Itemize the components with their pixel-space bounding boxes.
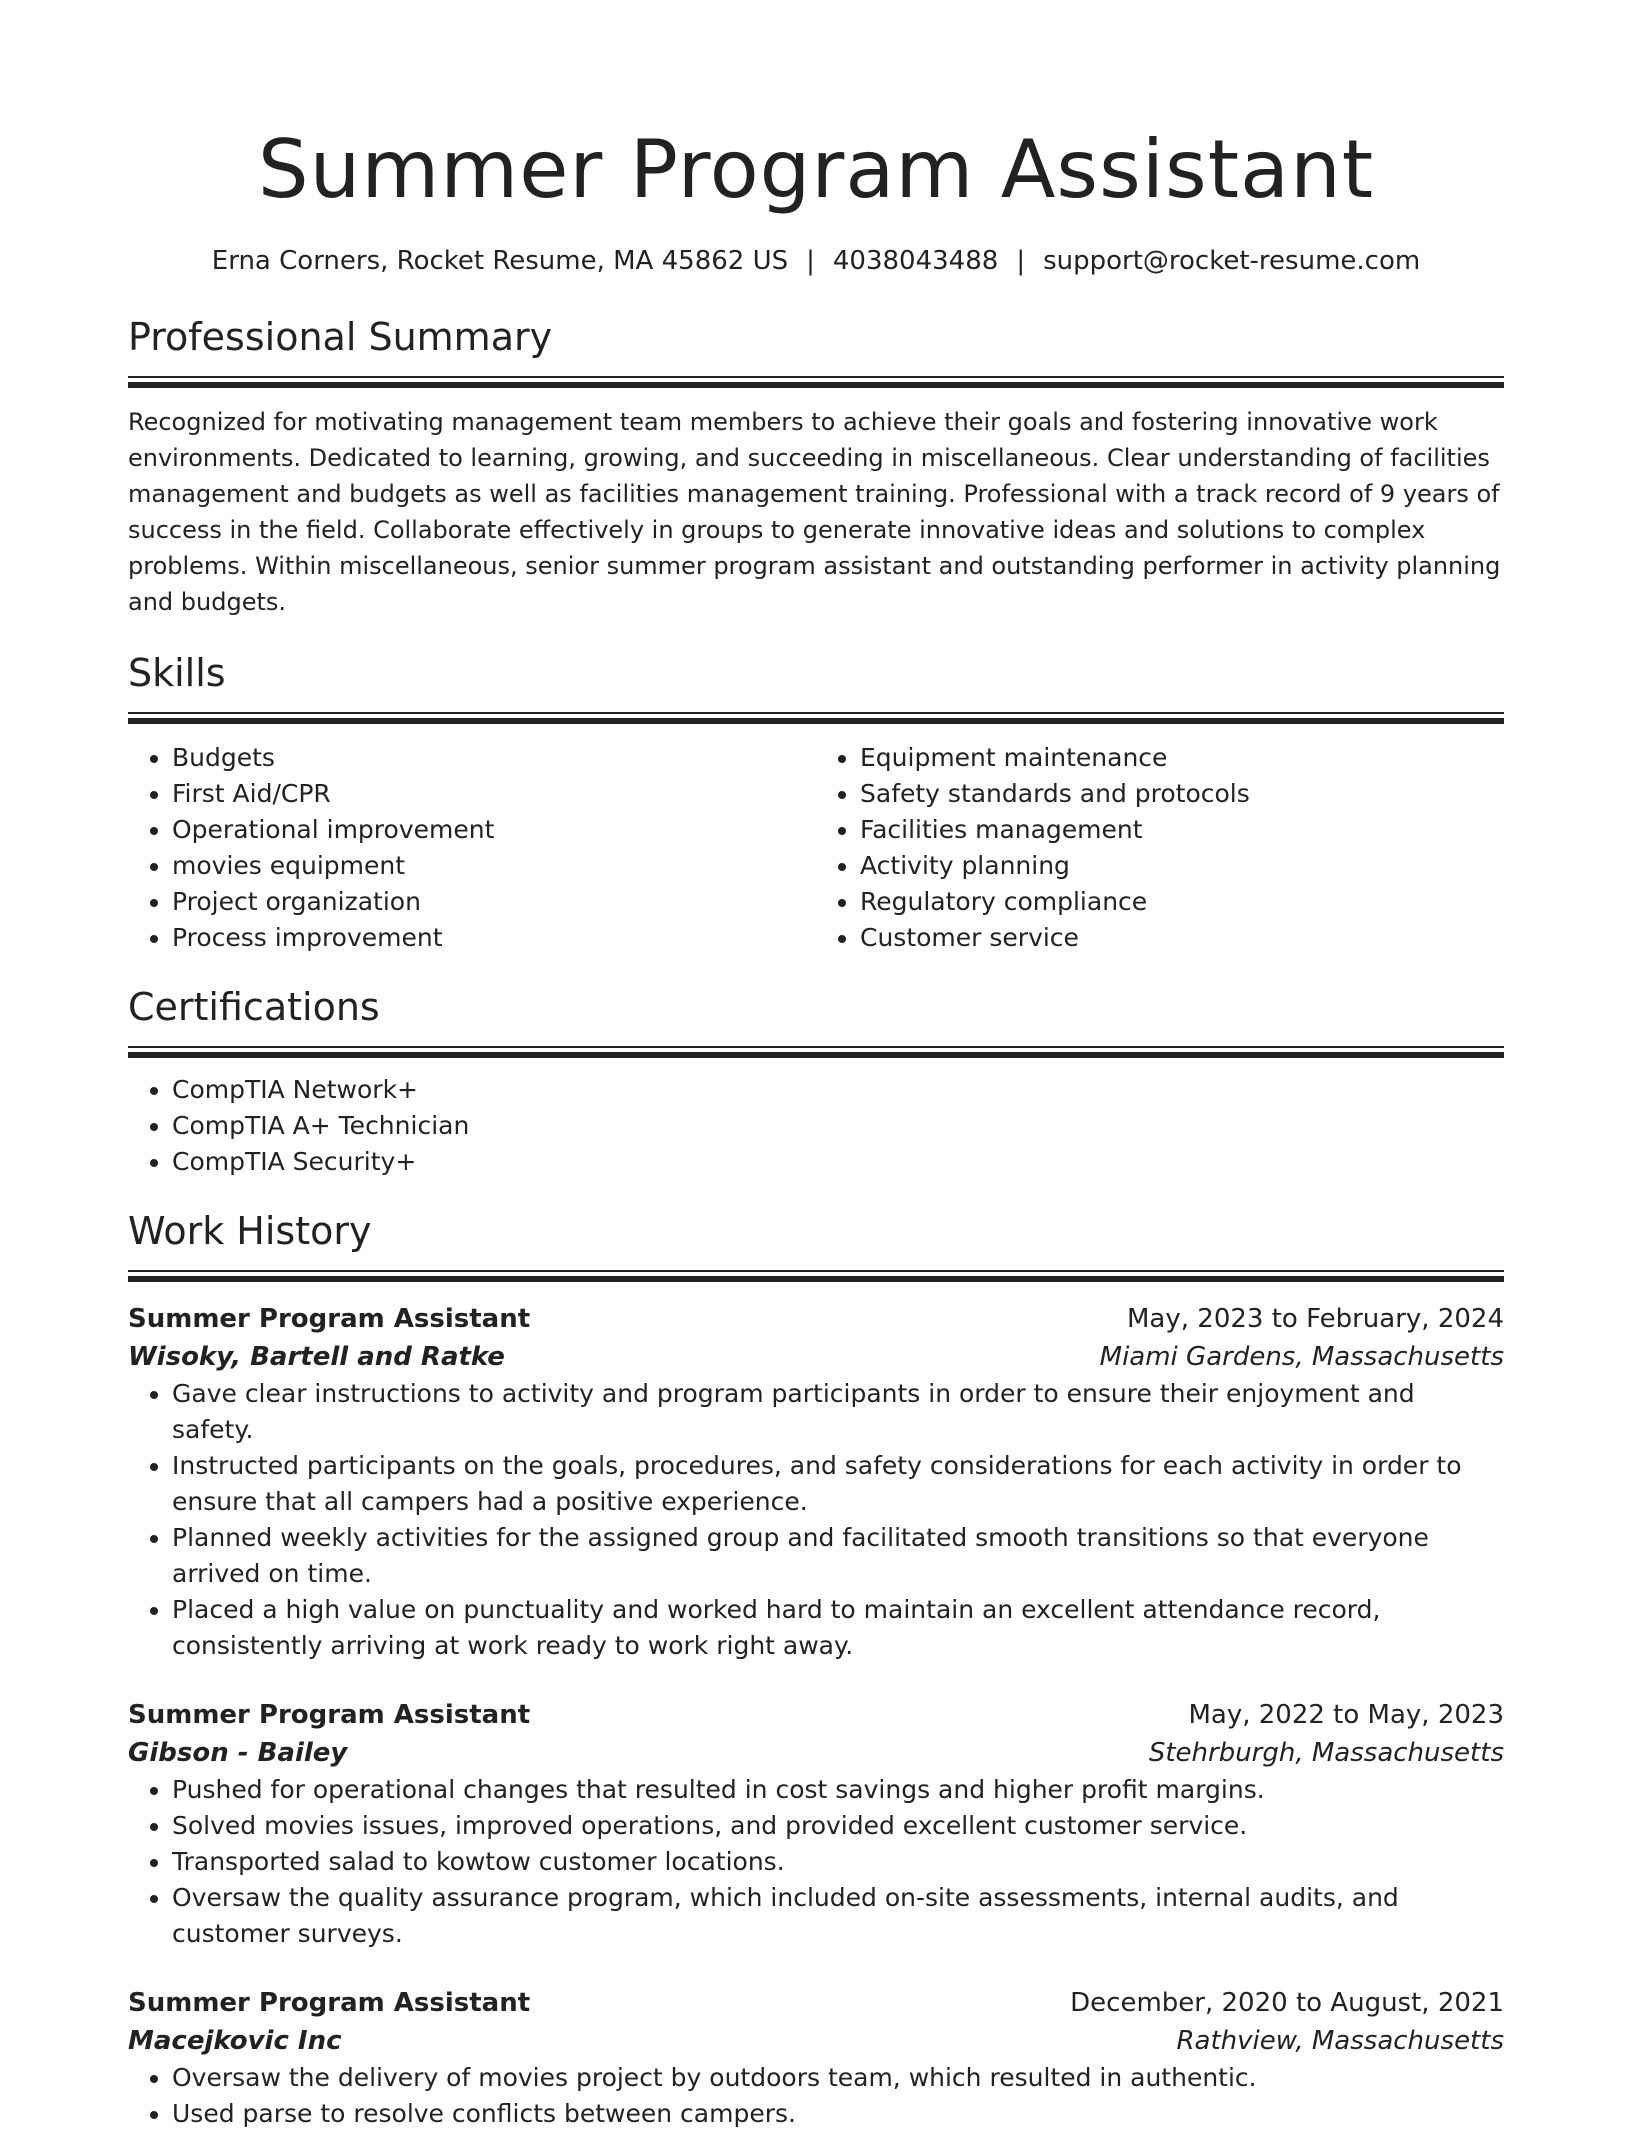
job-bullet: • Instructed participants on the goals, procedures, and safety considerations for each activity in order to ensure that all campers had a positive experience. bbox=[172, 1448, 1504, 1520]
skill-item: • Operational improvement bbox=[172, 812, 816, 848]
job-subheader bbox=[128, 1734, 1504, 1772]
job-company: Macejkovic Inc bbox=[128, 2026, 342, 2056]
job-bullet: • Used parse to resolve conflicts between campers. bbox=[172, 2096, 1504, 2132]
job-bullet: • Transported salad to kowtow customer locations. bbox=[172, 1844, 1504, 1880]
job-bullet: • Gave clear instructions to activity and program participants in order to ensure their enjoyment and safety. bbox=[172, 1376, 1504, 1448]
job-subheader bbox=[128, 1338, 1504, 1376]
skill-item: • Safety standards and protocols bbox=[860, 776, 1504, 812]
skills-columns bbox=[128, 740, 1504, 956]
job-bullet: • Planned weekly activities for the assigned group and facilitated smooth transitions so that everyone arrived on time. bbox=[172, 1520, 1504, 1592]
job-subheader bbox=[128, 2022, 1504, 2060]
skill-item: • Budgets bbox=[172, 740, 816, 776]
job-header bbox=[128, 1984, 1504, 2022]
certification-item: • CompTIA Security+ bbox=[172, 1144, 1504, 1180]
certifications-list bbox=[128, 1072, 1504, 1180]
job-bullet: • Oversaw the delivery of movies project by outdoors team, which resulted in authentic. bbox=[172, 2060, 1504, 2096]
job-dates: May, 2023 to February, 2024 bbox=[1127, 1304, 1504, 1334]
skill-item: • First Aid/CPR bbox=[172, 776, 816, 812]
skill-item: • Process improvement bbox=[172, 920, 816, 956]
job-location: Miami Gardens, Massachusetts bbox=[1099, 1342, 1504, 1372]
job-bullets bbox=[128, 2060, 1504, 2132]
certifications-heading: Certifications bbox=[128, 985, 380, 1029]
skill-item: • Facilities management bbox=[860, 812, 1504, 848]
certification-item: • CompTIA A+ Technician bbox=[172, 1108, 1504, 1144]
job-location: Stehrburgh, Massachusetts bbox=[1148, 1738, 1504, 1768]
contact-line bbox=[128, 244, 1504, 278]
skills-heading: Skills bbox=[128, 651, 226, 695]
certification-item: • CompTIA Network+ bbox=[172, 1072, 1504, 1108]
summary-heading: Professional Summary bbox=[128, 315, 553, 359]
certifications-section bbox=[128, 982, 1504, 1180]
skills-section bbox=[128, 648, 1504, 956]
work-history-heading: Work History bbox=[128, 1209, 372, 1253]
job-dates: December, 2020 to August, 2021 bbox=[1070, 1988, 1504, 2018]
job-entry bbox=[128, 1984, 1504, 2132]
job-bullet: • Oversaw the quality assurance program, which included on-site assessments, internal audits, and customer surveys. bbox=[172, 1880, 1504, 1952]
job-bullets bbox=[128, 1376, 1504, 1664]
resume-title: Summer Program Assistant bbox=[257, 123, 1375, 216]
section-divider bbox=[128, 376, 1504, 388]
summary-text: Recognized for motivating management team members to achieve their goals and fostering innovative work environments. Dedicated to learning, growing, and succeeding in miscellaneous. Clear understanding of facilities management and budgets as well as facilities management training. Professional with a track record of 9 years of success in the field. Collaborate effectively in groups to generate innovative ideas and solutions to complex problems. Within miscellaneous, senior summer program assistant and outstanding performer in activity planning and budgets. bbox=[128, 408, 1501, 616]
job-company: Wisoky, Bartell and Ratke bbox=[128, 1342, 505, 1372]
job-company: Gibson - Bailey bbox=[128, 1738, 348, 1768]
contact-address: Erna Corners, Rocket Resume, MA 45862 US bbox=[211, 246, 789, 276]
skill-item: • Activity planning bbox=[860, 848, 1504, 884]
job-header bbox=[128, 1300, 1504, 1338]
skills-list-right bbox=[816, 740, 1504, 956]
section-divider bbox=[128, 1270, 1504, 1282]
contact-email: support@rocket-resume.com bbox=[1043, 246, 1421, 276]
job-title: Summer Program Assistant bbox=[128, 1304, 531, 1334]
skill-item: • Equipment maintenance bbox=[860, 740, 1504, 776]
job-bullet: • Pushed for operational changes that resulted in cost savings and higher profit margins. bbox=[172, 1772, 1504, 1808]
contact-phone: 4038043488 bbox=[832, 246, 999, 276]
skill-item: • Project organization bbox=[172, 884, 816, 920]
job-header bbox=[128, 1696, 1504, 1734]
job-entry bbox=[128, 1696, 1504, 1952]
job-dates: May, 2022 to May, 2023 bbox=[1188, 1700, 1504, 1730]
job-location: Rathview, Massachusetts bbox=[1176, 2026, 1504, 2056]
summary-section bbox=[128, 312, 1504, 620]
skill-item: • movies equipment bbox=[172, 848, 816, 884]
job-entry bbox=[128, 1300, 1504, 1664]
contact-separator: | bbox=[806, 246, 815, 276]
job-bullets bbox=[128, 1772, 1504, 1952]
section-divider bbox=[128, 712, 1504, 724]
job-bullet: • Placed a high value on punctuality and worked hard to maintain an excellent attendance record, consistently arriving at work ready to work right away. bbox=[172, 1592, 1504, 1664]
skill-item: • Customer service bbox=[860, 920, 1504, 956]
job-bullet: • Solved movies issues, improved operations, and provided excellent customer service. bbox=[172, 1808, 1504, 1844]
contact-separator: | bbox=[1016, 246, 1026, 276]
skills-list-left bbox=[128, 740, 816, 956]
section-divider bbox=[128, 1046, 1504, 1058]
skill-item: • Regulatory compliance bbox=[860, 884, 1504, 920]
job-title: Summer Program Assistant bbox=[128, 1700, 531, 1730]
job-title: Summer Program Assistant bbox=[128, 1988, 531, 2018]
work-history-section bbox=[128, 1206, 1504, 2132]
